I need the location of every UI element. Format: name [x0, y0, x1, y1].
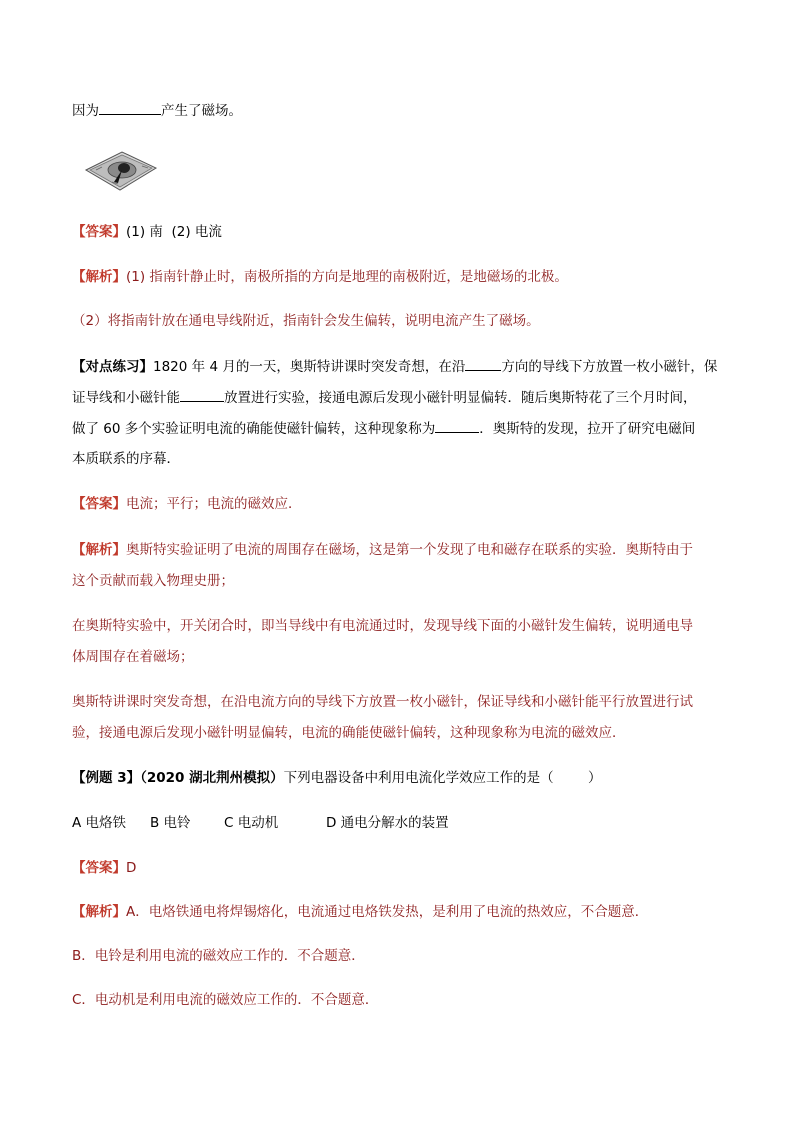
answer1-text: (1) 南 (2) 电流	[126, 224, 222, 240]
analysis1-line1	[72, 267, 732, 287]
answer3-tag: 【答案】	[72, 860, 126, 876]
q1-blank	[99, 100, 161, 115]
example3-question	[72, 768, 732, 788]
answer2	[72, 494, 732, 514]
analysis2-line2: 这个贡献而载入物理史册；	[72, 573, 234, 589]
analysis2-line5: 奥斯特讲课时突发奇想，在沿电流方向的导线下方放置一枚小磁针，保证导线和小磁针能平行放置进行试	[72, 694, 693, 710]
q1-suffix: 产生了磁场。	[161, 103, 242, 119]
analysis2-tag: 【解析】	[72, 542, 126, 558]
answer3	[72, 858, 732, 878]
q1-prefix: 因为	[72, 103, 99, 119]
answer1	[72, 222, 732, 242]
example3-text: 下列电器设备中利用电流化学效应工作的是（ ）	[283, 770, 602, 786]
option-a: A 电烙铁	[72, 815, 127, 831]
practice-line2	[72, 387, 732, 408]
practice-text2a: 证导线和小磁针能	[72, 390, 180, 406]
analysis3-text-a: A．电烙铁通电将焊锡熔化，电流通过电烙铁发热，是利用了电流的热效应，不合题意．	[126, 904, 649, 920]
analysis1-line2: （2）将指南针放在通电导线附近，指南针会发生偏转，说明电流产生了磁场。	[72, 313, 540, 329]
practice-text1a: 1820 年 4 月的一天，奥斯特讲课时突发奇想，在沿	[153, 359, 466, 375]
practice-text3a: 做了 60 多个实验证明电流的确能使磁针偏转，这种现象称为	[72, 421, 436, 437]
analysis1-text1: (1) 指南针静止时，南极所指的方向是地理的南极附近，是地磁场的北极。	[126, 269, 568, 285]
answer1-tag: 【答案】	[72, 224, 126, 240]
analysis3-line-b: B．电铃是利用电流的磁效应工作的．不合题意．	[72, 948, 365, 964]
example3-tag: 【例题 3】	[72, 770, 141, 786]
example3-source: （2020 湖北荆州模拟）	[140, 770, 284, 786]
q1-line	[72, 100, 732, 121]
analysis1-tag: 【解析】	[72, 269, 126, 285]
option-d: D 通电分解水的装置	[326, 815, 449, 831]
practice-blank2	[180, 387, 224, 402]
option-b: B 电铃	[150, 815, 191, 831]
analysis2-line3: 在奥斯特实验中，开关闭合时，即当导线中有电流通过时，发现导线下面的小磁针发生偏转，说明通电导	[72, 618, 693, 634]
practice-blank3	[435, 418, 479, 433]
answer3-text: D	[126, 860, 137, 876]
practice-line4: 本质联系的序幕．	[72, 451, 180, 467]
practice-line3	[72, 418, 732, 439]
compass-icon	[82, 148, 158, 194]
analysis2-line4: 体周围存在着磁场；	[72, 649, 194, 665]
practice-text3b: ．奥斯特的发现，拉开了研究电磁间	[479, 421, 696, 437]
practice-text1b: 方向的导线下方放置一枚小磁针，保	[501, 359, 718, 375]
analysis2-line6: 验，接通电源后发现小磁针明显偏转，电流的确能使磁针偏转，这种现象称为电流的磁效应．	[72, 725, 626, 741]
analysis2-text1: 奥斯特实验证明了电流的周围存在磁场，这是第一个发现了电和磁存在联系的实验．奥斯特由于	[126, 542, 693, 558]
practice-blank1	[465, 356, 501, 371]
analysis3-line-a	[72, 902, 732, 922]
analysis2-line1	[72, 540, 732, 560]
answer2-tag: 【答案】	[72, 496, 126, 512]
practice-line1	[72, 356, 732, 377]
analysis3-line-c: C．电动机是利用电流的磁效应工作的．不合题意．	[72, 992, 379, 1008]
analysis3-tag: 【解析】	[72, 904, 126, 920]
answer2-text: 电流；平行；电流的磁效应．	[126, 496, 302, 512]
practice-text2b: 放置进行实验，接通电源后发现小磁针明显偏转．随后奥斯特花了三个月时间，	[224, 390, 697, 406]
practice-tag: 【对点练习】	[72, 359, 153, 375]
option-c: C 电动机	[224, 815, 279, 831]
